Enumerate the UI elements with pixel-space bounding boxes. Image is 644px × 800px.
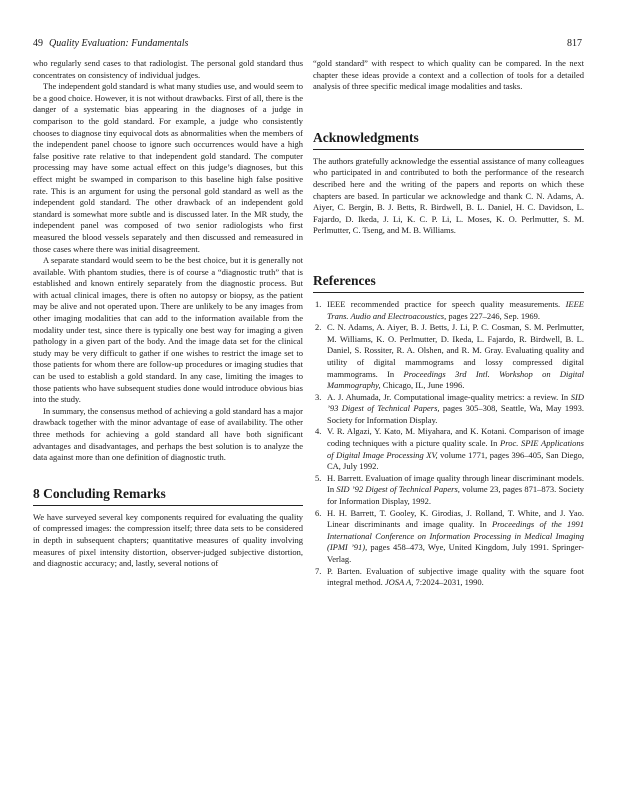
- reference-item: [313, 426, 584, 472]
- reference-details: volume 1771, pages 396–405, San Diego, CA, July 1992.: [327, 449, 584, 472]
- section-heading-acknowledgments: Acknowledgments: [313, 129, 419, 145]
- paragraph: who regularly send cases to that radiologist. The personal gold standard thus concentrates on consistency of individual judges.: [33, 58, 303, 80]
- reference-details: volume 23, pages 871–873. Society for Information Display, 1992.: [327, 484, 584, 507]
- reference-list: [313, 299, 584, 589]
- reference-venue: SID ’93 Digest of Technical Papers,: [327, 391, 584, 414]
- reference-number: 3.: [315, 391, 322, 402]
- reference-text: V. R. Algazi, Y. Kato, M. Miyahara, and K. Kotani. Comparison of image coding techniques with a picture quality scale. In: [327, 426, 584, 449]
- reference-venue: Proc. SPIE Applications of Digital Image Processing XV,: [327, 438, 584, 460]
- reference-text: C. N. Adams, A. Aiyer, B. J. Betts, J. Li, P. C. Cosman, S. M. Perlmutter, M. Williams, K. O. Perlmutter, D. Ikeda, L. Fajardo, R. Birdwell, B. L. Daniel, S. Rossiter, R. A. Olshen, and R. M. Gray. Evaluating quality and utility of digital mammograms and lossy compressed digital mammograms. In: [327, 322, 584, 379]
- section-heading-references: References: [313, 272, 376, 288]
- acknowledgments-text: The authors gratefully acknowledge the essential assistance of many colleagues who participated in and contributed to both the performance of the research described here and the writing of the papers and reports on which these chapters are based. In particular we acknowledge and thank C. N. Adams, A. Aiyer, C. Bergin, B. J. Betts, R. Birdwell, B. L. Daniel, H. C. Davidson, L. Fajardo, D. Ikeda, J. Li, K. C. P. Li, L. Moses, K. O. Perlmutter, S. M. Perlmutter, C. Tseng, and M. B. Williams.: [313, 155, 584, 236]
- reference-number: 1.: [315, 298, 322, 309]
- page-number: 817: [567, 38, 582, 49]
- chapter-title-text: Quality Evaluation: Fundamentals: [49, 38, 189, 49]
- paragraph: A separate standard would seem to be the best choice, but it is generally not available. With phantom studies, there is of course a “diagnostic truth” that is established and known entirely separately from the diagnostic process. But with actual clinical images, there is often no autopsy or biopsy, as the patient may be alive and not operated upon. There are unlikely to be any images from other imaging modalities that can add to the information available from the modality under test, since there is typically one best way for imaging a given pathology in a given part of the body. And the image data set for the clinical study may be very difficult to gather if one wishes to restrict the image set to those patients for whom there are follow-up procedures or imaging studies that can be used to establish a gold standard. In any case, limiting the images to those patients who have subsequent studies done would introduce obvious bias into the study.: [33, 255, 303, 405]
- reference-text: P. Barten. Evaluation of subjective image quality with the square foot integral method.: [327, 565, 584, 588]
- reference-number: 2.: [315, 322, 322, 333]
- reference-item: [313, 473, 584, 508]
- reference-venue: IEEE Trans. Audio and Electroacoustics,: [327, 298, 584, 321]
- reference-details: 7:2024–2031, 1990.: [413, 577, 484, 588]
- reference-details: pages 227–246, Sep. 1969.: [446, 310, 540, 321]
- heading-rule: [33, 505, 303, 506]
- paragraph: The independent gold standard is what many studies use, and would seem to be a good choice. However, it is not without drawbacks. First of all, there is the danger of a systematic bias appearing in the diagnoses of a judge in comparison to the gold standard. For example, a judge who consistently chooses to diagnose tiny equivocal dots as abnormalities when the members of the independent panel choose to ignore such occurrences would have a high false positive rate relative to that independent gold standard. The computer processing may have some actual effect on this judge’s diagnoses, but this effect might be swamped in comparison to this baseline high false positive rate. This is an argument for using the personal gold standard as well as the independent gold standard. The other drawback of an independent gold standard is somewhat more subtle and is discussed later. In the MR study, the independent panel was composed of two senior radiologists who first measured the blood vessels separately and then discussed and remeasured in those cases where there was initial disagreement.: [33, 81, 303, 254]
- reference-item: [313, 392, 584, 427]
- reference-item: [313, 322, 584, 392]
- paragraph: In summary, the consensus method of achieving a gold standard has a major drawback together with the minor advantage of ease of availability. The other three methods for achieving a gold standard all have both significant advantages and disadvantages, and perhaps the best solution is to analyze the data against more than one definition of diagnostic truth.: [33, 405, 303, 463]
- reference-number: 6.: [315, 507, 322, 518]
- reference-venue: Proceedings of the 1991 International Conference on Information Processing in Medical Imaging (IPMI ’91),: [327, 519, 584, 553]
- reference-venue: Proceedings 3rd Intl. Workshop on Digital Mammography,: [327, 368, 584, 391]
- reference-number: 4.: [315, 426, 322, 437]
- reference-text: A. J. Ahumada, Jr. Computational image-quality metrics: a review. In: [327, 391, 571, 402]
- reference-details: pages 458–473, Wye, United Kingdom, July 1991. Springer-Verlag.: [327, 542, 584, 564]
- paragraph: “gold standard” with respect to which quality can be compared. In the next chapter these ideas provide a context and a collection of tools for a detailed analysis of three specific medical image modalities and tasks.: [313, 58, 584, 92]
- running-header: [33, 37, 582, 51]
- paragraph: We have surveyed several key components required for evaluating the quality of compressed images: the compression itself; three data sets to be considered in depth in subsequent chapters; quantitative measures of quality involving measures of pixel intensity distortion, observer-judged subjective distortion, and diagnostic accuracy; and, lastly, several notions of: [33, 511, 303, 569]
- heading-rule: [313, 292, 584, 293]
- reference-item: [313, 299, 584, 322]
- reference-details: Chicago, IL, June 1996.: [380, 380, 465, 391]
- reference-venue: SID ’92 Digest of Technical Papers,: [336, 484, 460, 495]
- reference-number: 7.: [315, 565, 322, 576]
- reference-venue: JOSA A,: [384, 577, 414, 588]
- reference-details: pages 305–308, Seattle, Wa, May 1993. Society for Information Display.: [327, 403, 585, 425]
- right-column: [313, 58, 584, 589]
- heading-rule: [313, 149, 584, 150]
- section-heading-concluding-remarks: 8 Concluding Remarks: [33, 485, 166, 501]
- reference-text: H. Barrett. Evaluation of image quality through linear discriminant models. In: [327, 472, 584, 495]
- reference-text: H. H. Barrett, T. Gooley, K. Girodias, J. Rolland, T. White, and J. Yao. Linear discriminants and image quality. In: [327, 507, 584, 530]
- reference-item: [313, 566, 584, 589]
- reference-number: 5.: [315, 472, 322, 483]
- chapter-number: 49: [33, 38, 43, 49]
- left-column: [33, 58, 303, 570]
- reference-item: [313, 508, 584, 566]
- chapter-title: [33, 37, 188, 51]
- reference-text: IEEE recommended practice for speech quality measurements.: [327, 298, 566, 309]
